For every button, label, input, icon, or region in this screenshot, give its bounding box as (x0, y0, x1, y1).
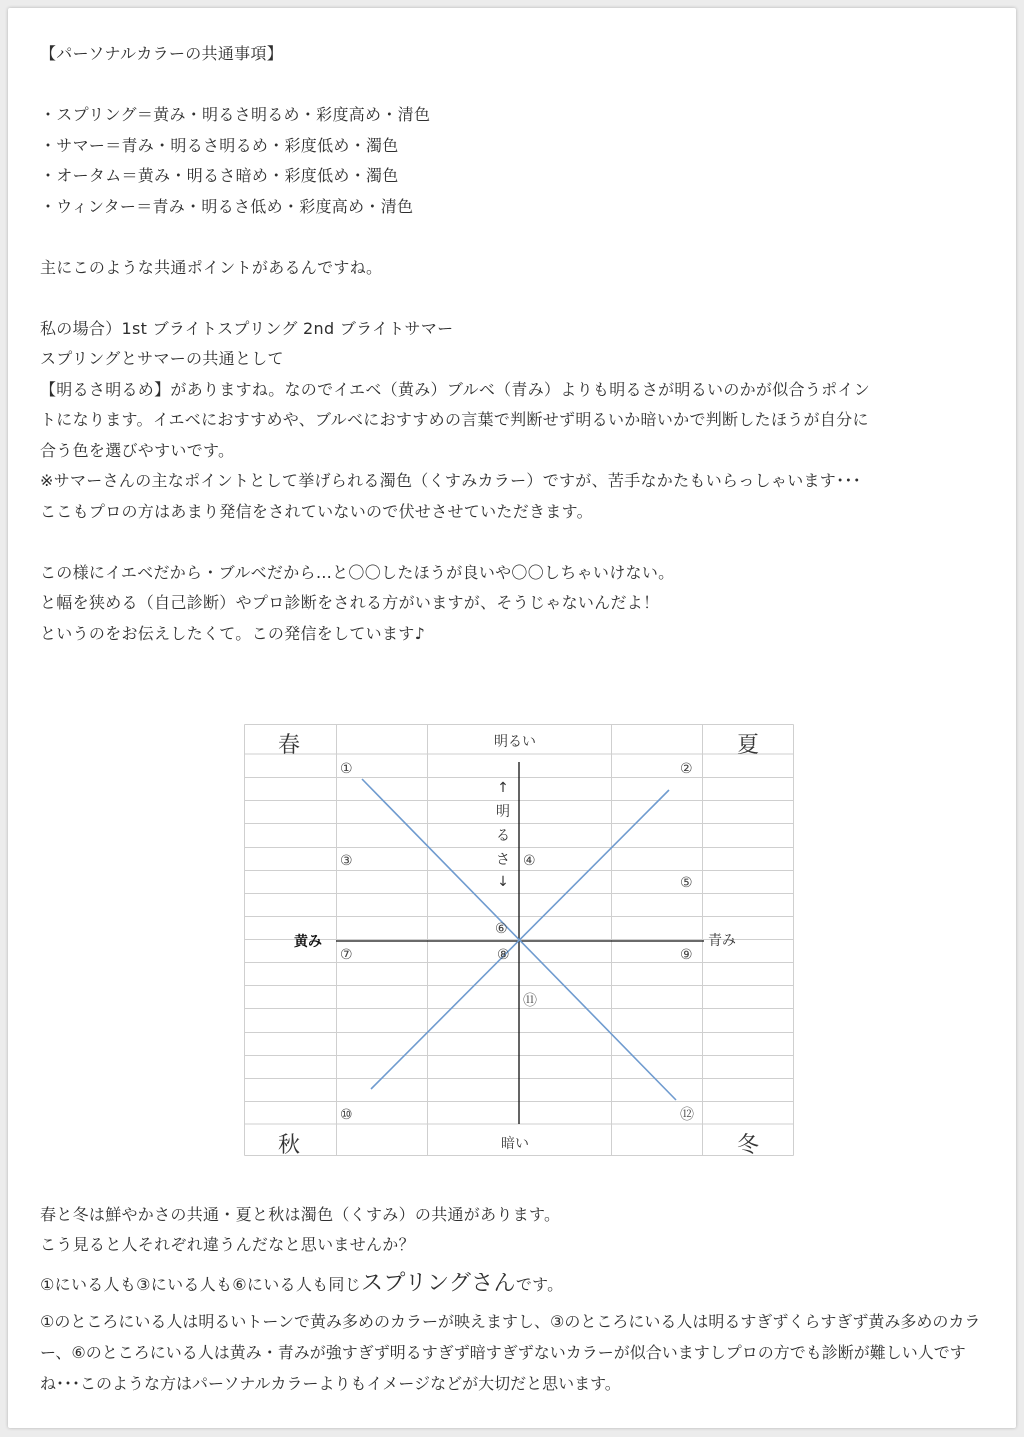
marker-4: ④ (523, 853, 536, 869)
season-summer-label: 夏 (737, 733, 760, 758)
bullet-spring: ・スプリング＝黄み・明るさ明るめ・彩度高め・清色 (40, 105, 431, 124)
common-as-text: スプリングとサマーの共通として (40, 349, 284, 368)
outro-text-2: こう見ると人それぞれ違うんだなと思いませんか？ (40, 1235, 415, 1254)
marker-9: ⑨ (680, 947, 693, 963)
marker-8: ⑧ (497, 947, 510, 963)
dark-label: 暗い (501, 1136, 529, 1152)
brightness-text-2: トになります。イエベにおすすめや、ブルベにおすすめの言葉で判断せず明るいか暗いかで判断したほうが自分に (40, 410, 869, 429)
bullet-winter: ・ウィンター＝青み・明るさ低め・彩度高め・清色 (40, 196, 414, 216)
personal-color-chart (244, 724, 794, 1156)
message-text-3: というのをお伝えしたくて。この発信をしています♪ (40, 623, 426, 643)
arrow-down-icon: ↓ (497, 874, 509, 890)
brightness-char-2: る (496, 828, 510, 844)
marker-11: ⑪ (523, 993, 537, 1009)
outro-text-3-pre: ①にいる人も③にいる人も⑥にいる人も同じ (40, 1275, 362, 1294)
bullet-autumn: ・オータム＝黄み・明るさ暗め・彩度低め・濁色 (40, 166, 399, 185)
marker-10: ⑩ (340, 1107, 353, 1123)
brightness-char-1: 明 (496, 804, 510, 820)
message-text-1: この様にイエベだから・ブルベだから…と〇〇したほうが良いや〇〇しちゃいけない。 (40, 562, 675, 582)
message-text-2: と幅を狭める（自己診断）やプロ診断をされる方がいますが、そうじゃないんだよ！ (40, 593, 660, 612)
outro-paragraph: ①のところにいる人は明るいトーンで黄み多めのカラーが映えますし、③のところにいる人は明るすぎずくらすぎず黄み多めのカラー、⑥のところにいる人は黄み・青みが強すぎず明るすぎず暗すぎずないカラーが似合いますしプロの方でも診断が難しい人ですね･･･このような方はパーソナルカラーよりもイメージなどが大切だと思います。 (40, 1312, 981, 1393)
marker-2: ② (680, 761, 693, 777)
brightness-char-3: さ (496, 852, 510, 868)
outro-text-3-post: です。 (515, 1275, 564, 1294)
marker-7: ⑦ (340, 947, 353, 963)
note-text-2: ここもプロの方はあまり発信をされていないので伏せさせていただきます。 (40, 501, 593, 521)
marker-6: ⑥ (495, 921, 508, 937)
brightness-text-3: 合う色を選びやすいです。 (40, 440, 235, 460)
arrow-up-icon: ↑ (497, 780, 509, 796)
bright-label: 明るい (494, 734, 536, 750)
season-spring-label: 春 (278, 733, 301, 758)
summary-text: 主にこのような共通ポイントがあるんですね。 (40, 257, 383, 277)
season-autumn-label: 秋 (278, 1133, 301, 1158)
note-text-1: ※サマーさんの主なポイントとして挙げられる濁色（くすみカラー）ですが、苦手なかたもいらっしゃいます･･･ (40, 471, 862, 490)
outro-text-3 (40, 1264, 1000, 1304)
document-page (8, 8, 1016, 1428)
marker-5: ⑤ (680, 875, 693, 891)
intro-section (40, 39, 1000, 649)
outro-text-1: 春と冬は鮮やかさの共通・夏と秋は濁色（くすみ）の共通があります。 (40, 1205, 561, 1224)
section-heading: 【パーソナルカラーの共通事項】 (40, 44, 284, 63)
yellow-label: 黄み (294, 934, 322, 950)
my-case-text: 私の場合）1st ブライトスプリング 2nd ブライトサマー (40, 318, 454, 338)
bullet-summer: ・サマー＝青み・明るさ明るめ・彩度低め・濁色 (40, 135, 399, 155)
marker-12: ⑫ (680, 1107, 694, 1123)
marker-1: ① (340, 761, 353, 777)
outro-section (40, 1200, 1000, 1399)
marker-3: ③ (340, 853, 353, 869)
brightness-text-1: 【明るさ明るめ】がありますね。なのでイエベ（黄み）ブルベ（青み）よりも明るさが明るいのかが似合うポイン (40, 379, 871, 399)
season-winter-label: 冬 (737, 1133, 760, 1158)
blue-label: 青み (708, 933, 736, 949)
spring-emphasis: スプリングさん (361, 1271, 516, 1296)
